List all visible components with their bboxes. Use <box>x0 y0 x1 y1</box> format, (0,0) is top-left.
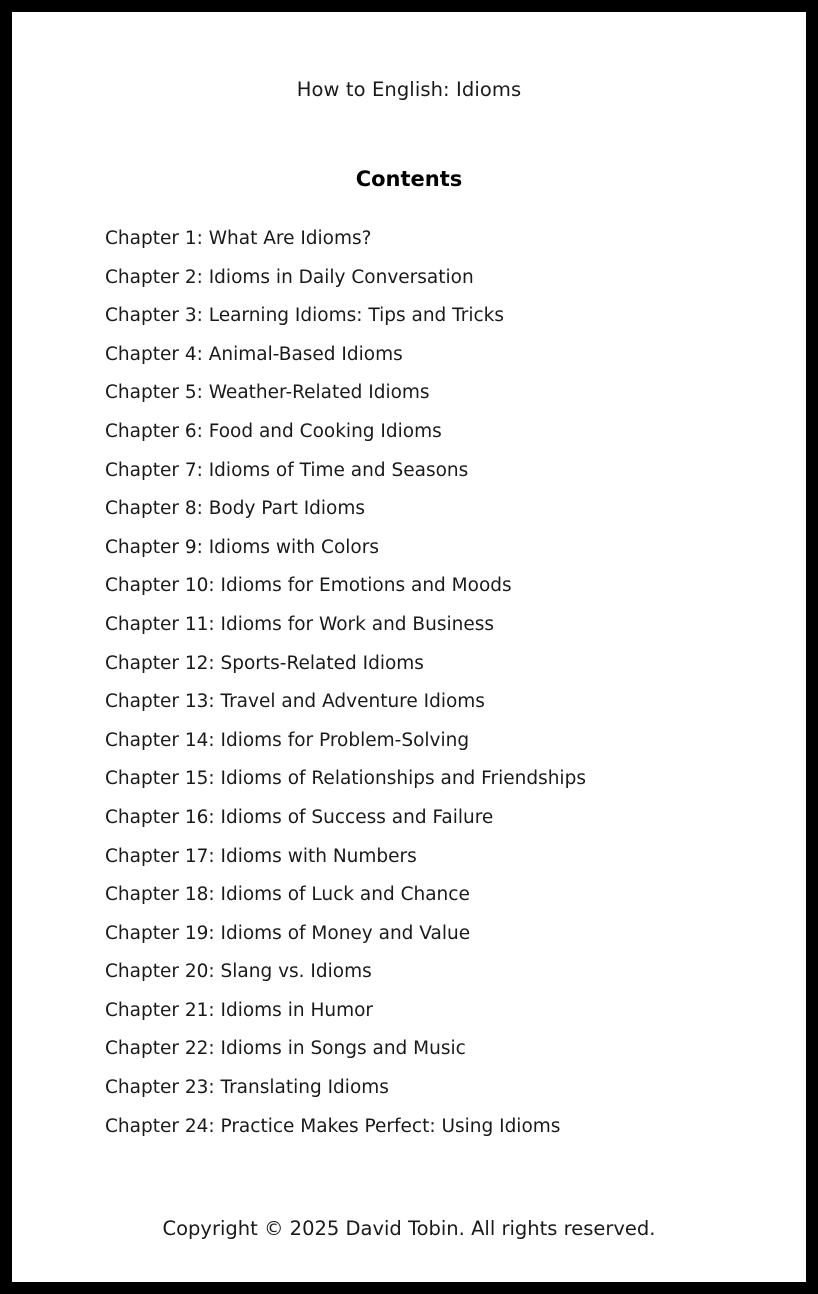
list-item[interactable]: Chapter 13: Travel and Adventure Idioms <box>105 691 485 713</box>
list-item[interactable]: Chapter 8: Body Part Idioms <box>105 498 366 520</box>
copyright-footer: Copyright © 2025 David Tobin. All rights reserved. <box>162 1217 656 1240</box>
page-content <box>12 12 806 1282</box>
list-item[interactable]: Chapter 24: Practice Makes Perfect: Using Idioms <box>105 1115 561 1137</box>
list-item[interactable]: Chapter 14: Idioms for Problem-Solving <box>105 729 470 751</box>
list-item[interactable]: Chapter 4: Animal-Based Idioms <box>105 343 403 365</box>
list-item[interactable]: Chapter 10: Idioms for Emotions and Moods <box>105 575 512 597</box>
table-of-contents <box>105 220 766 1146</box>
list-item[interactable]: Chapter 21: Idioms in Humor <box>105 999 374 1021</box>
list-item[interactable]: Chapter 19: Idioms of Money and Value <box>105 922 471 944</box>
list-item[interactable]: Chapter 20: Slang vs. Idioms <box>105 961 372 983</box>
list-item[interactable]: Chapter 23: Translating Idioms <box>105 1077 389 1099</box>
list-item[interactable]: Chapter 11: Idioms for Work and Business <box>105 613 495 635</box>
list-item[interactable]: Chapter 3: Learning Idioms: Tips and Tricks <box>105 305 505 327</box>
list-item[interactable]: Chapter 1: What Are Idioms? <box>105 228 372 249</box>
list-item[interactable]: Chapter 5: Weather-Related Idioms <box>105 382 430 404</box>
list-item[interactable]: Chapter 12: Sports-Related Idioms <box>105 652 424 674</box>
contents-heading: Contents <box>355 167 463 191</box>
list-item[interactable]: Chapter 22: Idioms in Songs and Music <box>105 1038 466 1060</box>
list-item[interactable]: Chapter 6: Food and Cooking Idioms <box>105 420 442 442</box>
list-item[interactable]: Chapter 2: Idioms in Daily Conversation <box>105 266 474 288</box>
running-head-title: How to English: Idioms <box>296 78 522 101</box>
list-item[interactable]: Chapter 17: Idioms with Numbers <box>105 845 417 867</box>
list-item[interactable]: Chapter 15: Idioms of Relationships and Friendships <box>105 768 586 790</box>
list-item[interactable]: Chapter 9: Idioms with Colors <box>105 536 379 558</box>
list-item[interactable]: Chapter 18: Idioms of Luck and Chance <box>105 884 470 906</box>
list-item[interactable]: Chapter 7: Idioms of Time and Seasons <box>105 459 469 481</box>
document-page <box>12 12 806 1282</box>
list-item[interactable]: Chapter 16: Idioms of Success and Failure <box>105 806 494 828</box>
